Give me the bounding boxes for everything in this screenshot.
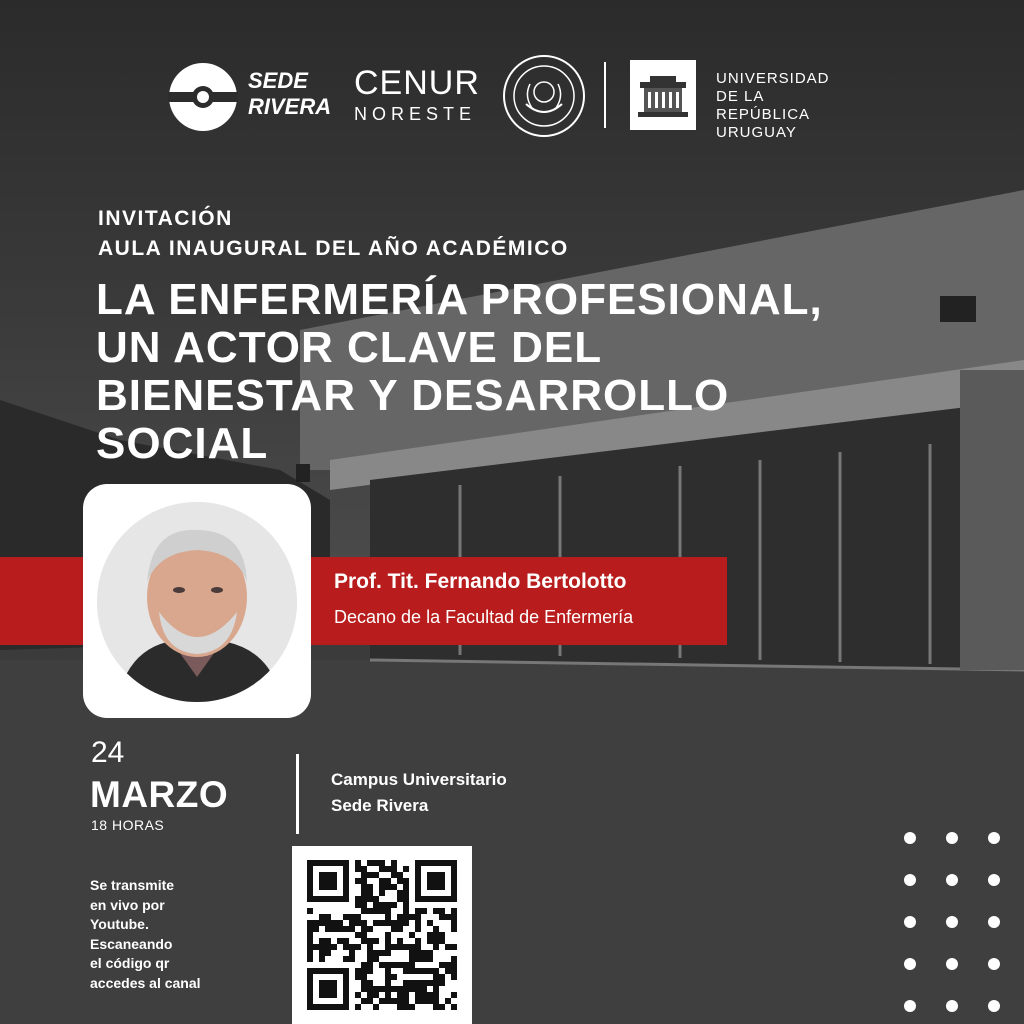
noreste-wordmark: NORESTE	[354, 104, 477, 124]
decorative-dot	[988, 1000, 1000, 1012]
decorative-dot-grid	[900, 828, 1010, 1018]
speaker-portrait-icon	[97, 502, 297, 702]
facultad-enfermeria-seal-icon	[502, 54, 586, 138]
decorative-dot	[904, 916, 916, 928]
stream-line-2: en vivo por	[90, 896, 165, 913]
decorative-dot	[946, 874, 958, 886]
udelar-wordmark	[716, 70, 858, 142]
decorative-dot	[904, 832, 916, 844]
stream-line-1: Se transmite	[90, 877, 175, 893]
title-line-3: BIENESTAR Y DESARROLLO	[96, 371, 730, 420]
stream-line-3: Youtube.	[90, 916, 149, 933]
speaker-photo-card	[83, 484, 311, 718]
speaker-name: Prof. Tit. Fernando Bertolotto	[334, 570, 627, 593]
location-line-2: Sede Rivera	[331, 796, 429, 815]
decorative-dot	[904, 1000, 916, 1012]
sede-label: SEDE	[248, 68, 308, 93]
cenur-wordmark: CENUR	[354, 64, 480, 102]
stream-line-5: el código qr	[90, 955, 170, 972]
decorative-dot	[946, 832, 958, 844]
decorative-dot	[946, 916, 958, 928]
title-line-1: LA ENFERMERÍA PROFESIONAL,	[96, 275, 823, 324]
decorative-dot	[904, 874, 916, 886]
stream-info	[90, 876, 201, 994]
event-title	[96, 276, 876, 468]
udelar-line-2: DE LA REPÚBLICA	[716, 88, 811, 123]
title-line-4: SOCIAL	[96, 419, 269, 468]
stream-line-6: accedes al canal	[90, 974, 201, 991]
decorative-dot	[988, 958, 1000, 970]
invitation-label: INVITACIÓN	[98, 207, 233, 230]
speaker-photo	[97, 502, 297, 702]
decorative-dot	[946, 958, 958, 970]
udelar-line-1: UNIVERSIDAD	[716, 70, 830, 87]
logo-bar	[168, 58, 858, 141]
decorative-dot	[988, 916, 1000, 928]
universidad-de-la-republica-logo-icon	[630, 60, 696, 130]
decorative-dot	[988, 874, 1000, 886]
qr-code[interactable]	[292, 846, 472, 1024]
decorative-dot	[946, 1000, 958, 1012]
sede-rivera-wordmark	[248, 68, 331, 120]
location-line-1: Campus Universitario	[331, 770, 507, 789]
decorative-dot	[904, 958, 916, 970]
aula-inaugural-label: AULA INAUGURAL DEL AÑO ACADÉMICO	[98, 237, 569, 260]
decorative-dot	[988, 832, 1000, 844]
sede-rivera-logo-icon	[168, 62, 238, 132]
event-day: 24	[91, 736, 125, 769]
invitation-heading	[98, 204, 569, 264]
date-divider	[296, 754, 299, 834]
udelar-line-3: URUGUAY	[716, 124, 797, 141]
event-hour: 18 HORAS	[91, 817, 165, 833]
stream-line-4: Escaneando	[90, 935, 173, 952]
event-month: MARZO	[90, 774, 229, 815]
logo-divider	[604, 62, 606, 128]
event-location	[331, 767, 507, 819]
qr-code-icon[interactable]	[292, 846, 472, 1024]
title-line-2: UN ACTOR CLAVE DEL	[96, 323, 603, 372]
rivera-label: RIVERA	[248, 94, 332, 119]
speaker-role: Decano de la Facultad de Enfermería	[334, 607, 634, 627]
